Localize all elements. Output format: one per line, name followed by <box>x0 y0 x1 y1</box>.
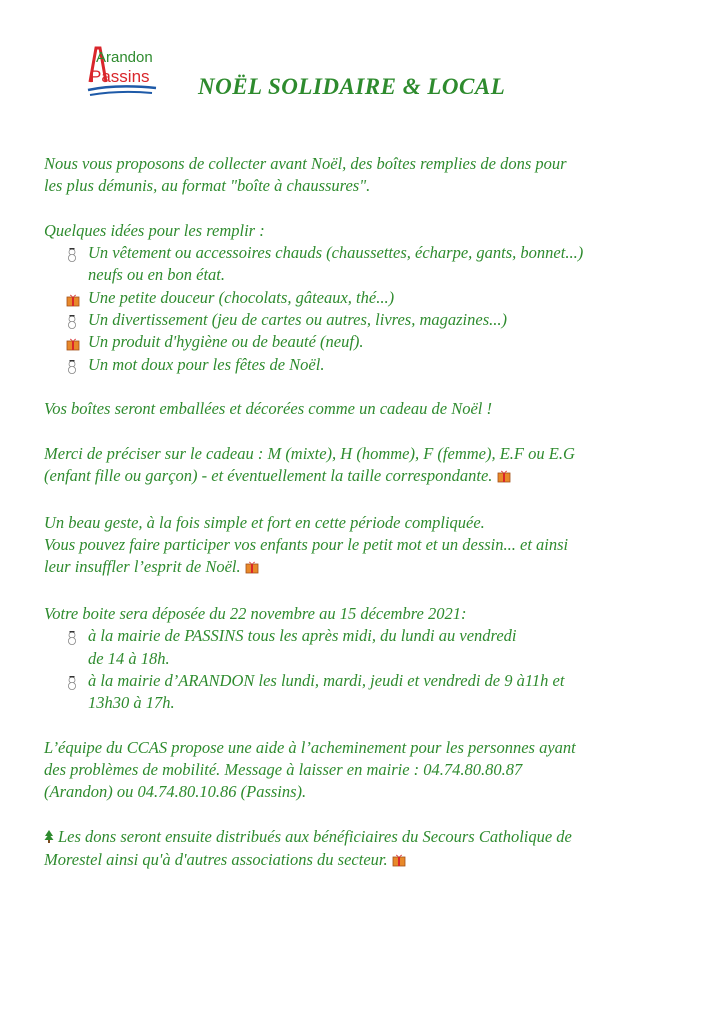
snowman-icon <box>66 358 78 380</box>
snowman-icon <box>66 629 78 651</box>
logo-line1: Arandon <box>96 49 153 66</box>
gift-icon <box>392 851 406 873</box>
precise-paragraph: Merci de préciser sur le cadeau : M (mixte), H (homme), F (femme), E.F ou E.G (enfant fille ou garçon) - et éventuellement la taille correspondante. <box>44 443 684 490</box>
list-item: Un vêtement ou accessoires chauds (chaussettes, écharpe, gants, bonnet...) neufs ou en bon état. <box>44 242 684 287</box>
distribution-paragraph: Les dons seront ensuite distribués aux bénéficiaires du Secours Catholique de Morestel ainsi qu'à d'autres associations du secteur. <box>44 826 684 874</box>
snowman-icon <box>66 674 78 696</box>
logo-line2: Passins <box>90 67 150 86</box>
logo-graphic <box>86 42 160 100</box>
ideas-heading: Quelques idées pour les remplir : <box>44 220 265 240</box>
wrap-paragraph: Vos boîtes seront emballées et décorées comme un cadeau de Noël ! <box>44 399 492 419</box>
list-item: Un produit d'hygiène ou de beauté (neuf). <box>44 331 684 353</box>
arandon-passins-logo <box>86 42 160 100</box>
gift-icon <box>497 467 511 489</box>
document-body <box>44 153 684 896</box>
ccas-paragraph: L’équipe du CCAS propose une aide à l’acheminement pour les personnes ayant des problèmes de mobilité. Message à laisser en mairie : 04.74.80.80.87 (Arandon) ou 04.74.80.10.86 (Passins). <box>44 737 576 802</box>
list-item: Un mot doux pour les fêtes de Noël. <box>44 354 684 376</box>
list-item: Un divertissement (jeu de cartes ou autres, livres, magazines...) <box>44 309 684 331</box>
ideas-list <box>44 242 684 376</box>
snowman-icon <box>66 246 78 268</box>
gesture-paragraph: Un beau geste, à la fois simple et fort en cette période compliquée. Vous pouvez faire participer vos enfants pour le petit mot et un dessin... et ainsi leur insuffler l’esprit de Noël. <box>44 512 684 581</box>
dropoff-heading: Votre boite sera déposée du 22 novembre au 15 décembre 2021: <box>44 603 467 623</box>
intro-paragraph: Nous vous proposons de collecter avant Noël, des boîtes remplies de dons pour les plus démunis, au format "boîte à chaussures". <box>44 154 567 196</box>
dropoff-list <box>44 625 684 714</box>
christmas-tree-icon <box>44 827 54 849</box>
list-item: à la mairie de PASSINS tous les après midi, du lundi au vendredi de 14 à 18h. <box>44 625 684 670</box>
list-item: à la mairie d’ARANDON les lundi, mardi, jeudi et vendredi de 9 à11h et 13h30 à 17h. <box>44 670 684 715</box>
page-title: NOËL SOLIDAIRE & LOCAL <box>198 74 506 99</box>
gift-icon <box>245 558 259 580</box>
list-item: Une petite douceur (chocolats, gâteaux, thé...) <box>44 287 684 309</box>
